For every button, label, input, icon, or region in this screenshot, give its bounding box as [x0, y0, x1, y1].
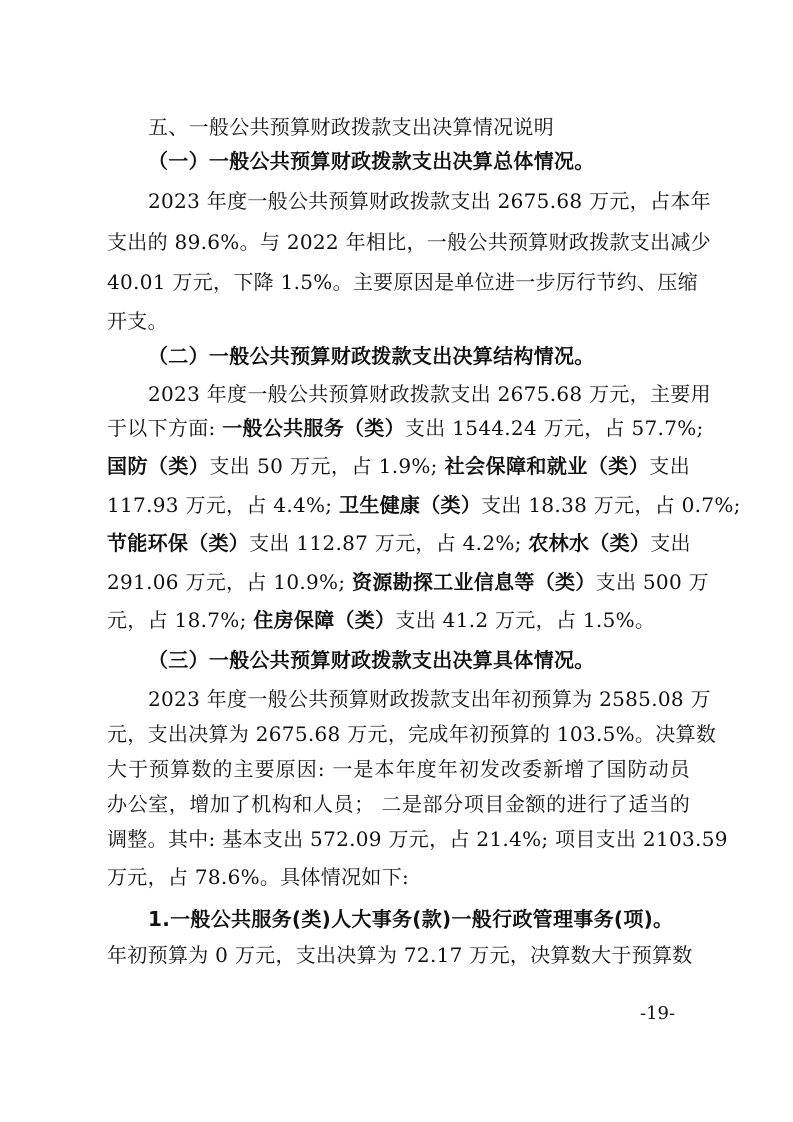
text-run: 元，占 18.7%; [107, 608, 254, 632]
paragraph-line [107, 450, 690, 482]
category-social-security: 社会保障和就业（类） [444, 454, 650, 478]
paragraph-line: 支出的 89.6%。与 2022 年相比，一般公共预算财政拨款支出减少 [107, 230, 712, 254]
text-run: 支出 50 万元，占 1.9%; [209, 454, 445, 478]
paragraph-line: 开支。 [107, 309, 168, 333]
paragraph-line [107, 412, 704, 444]
category-resources-industry: 资源勘探工业信息等（类） [352, 570, 596, 594]
text-run: 支出 112.87 万元，占 4.2%; [249, 531, 529, 555]
paragraph-line: 大于预算数的主要原因: 一是本年度年初发改委新增了国防动员 [107, 757, 690, 781]
page-number: -19- [640, 1003, 676, 1024]
text-run: 117.93 万元，占 4.4%; [107, 493, 340, 517]
category-agriculture: 农林水（类） [528, 531, 651, 555]
paragraph-line: 40.01 万元，下降 1.5%。主要原因是单位进一步厉行节约、压缩 [107, 270, 698, 294]
subsection-1-title: （一）一般公共预算财政拨款支出决算总体情况。 [148, 149, 595, 173]
category-health: 卫生健康（类） [339, 493, 482, 517]
section-title: 五、一般公共预算财政拨款支出决算情况说明 [148, 115, 554, 139]
paragraph-line: 2023 年度一般公共预算财政拨款支出 2675.68 万元，占本年 [148, 189, 711, 213]
paragraph-line [107, 489, 741, 521]
paragraph-line [107, 566, 709, 598]
item-1-title: 1.一般公共服务(类)人大事务(款)一般行政管理事务(项)。 [148, 907, 674, 931]
text-run: 支出 [649, 454, 691, 478]
text-run: 于以下方面: [107, 416, 223, 440]
paragraph-line [107, 527, 690, 559]
text-run: 支出 18.38 万元，占 0.7%; [481, 493, 741, 517]
text-run: 支出 1544.24 万元，占 57.7%; [404, 416, 704, 440]
paragraph-line: 万元，占 78.6%。具体情况如下: [107, 865, 410, 889]
text-run: 支出 500 万 [595, 570, 709, 594]
paragraph-line: 年初预算为 0 万元，支出决算为 72.17 万元，决算数大于预算数 [107, 943, 693, 967]
paragraph-line: 调整。其中: 基本支出 572.09 万元，占 21.4%; 项目支出 2103.59 [107, 827, 728, 851]
subsection-3-title: （三）一般公共预算财政拨款支出决算具体情况。 [148, 648, 595, 672]
paragraph-line: 办公室，增加了机构和人员； 二是部分项目金额的进行了适当的 [107, 792, 690, 816]
paragraph-line [107, 604, 690, 636]
category-general-public-services: 一般公共服务（类） [222, 416, 405, 440]
category-housing: 住房保障（类） [253, 608, 396, 632]
paragraph-line: 元，支出决算为 2675.68 万元，完成年初预算的 103.5%。决算数 [107, 722, 717, 746]
subsection-2-title: （二）一般公共预算财政拨款支出决算结构情况。 [148, 344, 595, 368]
text-run: 291.06 万元，占 10.9%; [107, 570, 353, 594]
category-energy-environment: 节能环保（类） [107, 531, 250, 555]
paragraph-line: 2023 年度一般公共预算财政拨款支出 2675.68 万元，主要用 [148, 382, 711, 406]
category-national-defense: 国防（类） [107, 454, 210, 478]
text-run: 支出 41.2 万元，占 1.5%。 [395, 608, 656, 632]
paragraph-line: 2023 年度一般公共预算财政拨款支出年初预算为 2585.08 万 [148, 687, 711, 711]
text-run: 支出 [650, 531, 691, 555]
